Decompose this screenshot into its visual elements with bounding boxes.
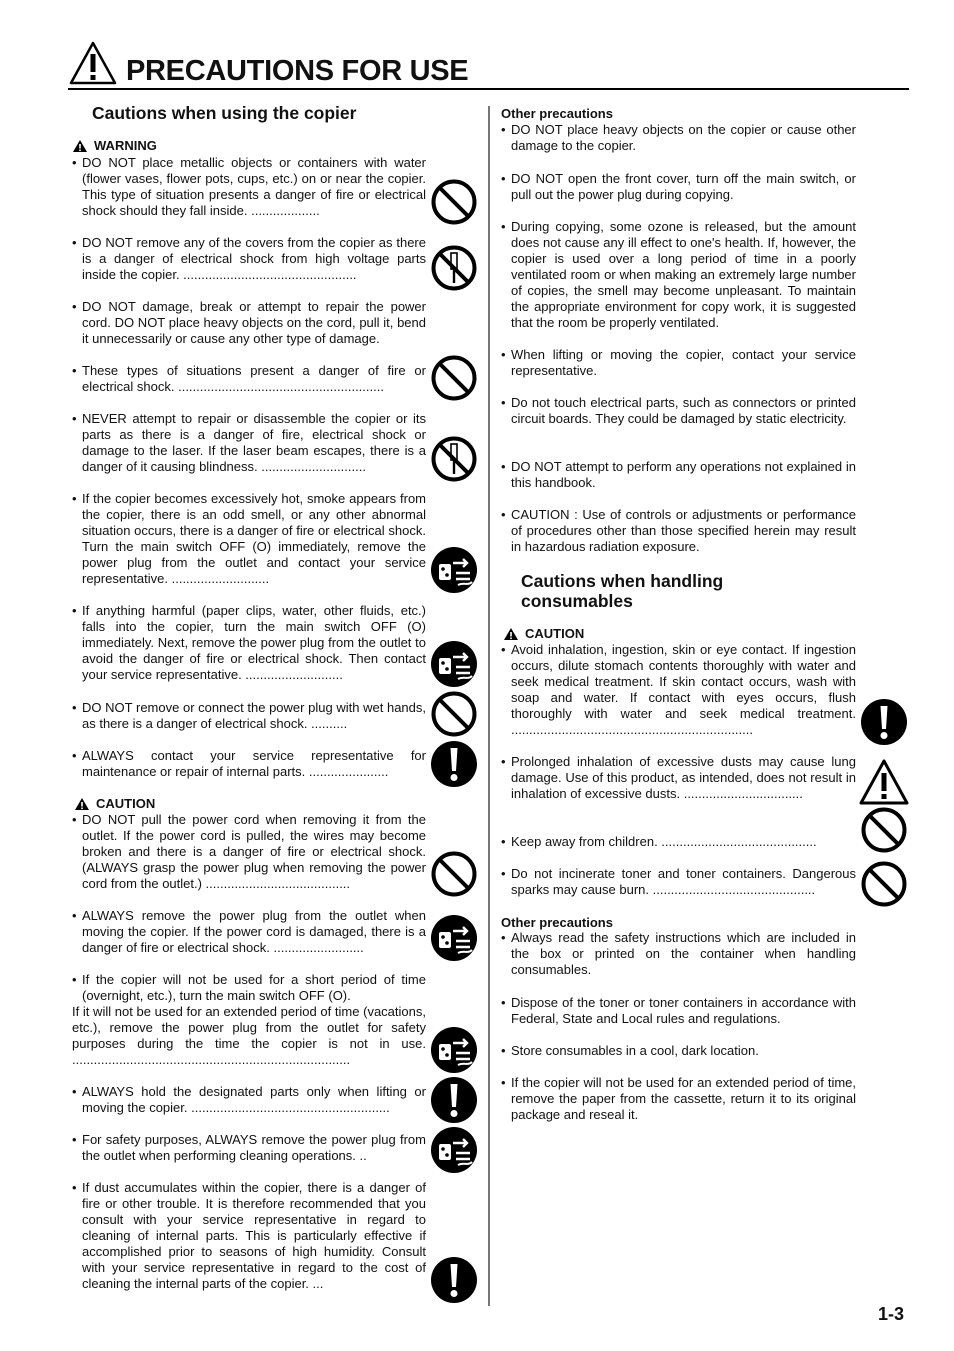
precaution-item: • When lifting or moving the copier, contact your service representative. <box>501 347 856 379</box>
caution-item: • Avoid inhalation, ingestion, skin or eye contact. If ingestion occurs, dilute stomach contents thoroughly with water and seek medical treatment. If skin contact occurs, wash with soap and water. If contact with eyes occurs, flush thoroughly with water and seek medical treatment. ................................................................... <box>501 642 856 738</box>
prohibition-icon <box>860 806 908 854</box>
unplug-icon <box>430 640 478 688</box>
warning-triangle-icon <box>503 627 519 641</box>
caution-label: CAUTION <box>74 796 155 812</box>
warning-item: • If anything harmful (paper clips, water, other fluids, etc.) falls into the copier, turn the main switch OFF (O) immediately. Next, remove the power plug from the outlet to avoid the danger of fire or electrical shock. Then contact your service representative. ........................... <box>72 603 426 683</box>
section-heading: Cautions when handling consumables <box>521 571 724 611</box>
warning-item: • ALWAYS contact your service representative for maintenance or repair of internal parts. ...................... <box>72 748 426 780</box>
warning-item: • DO NOT remove or connect the power plug with wet hands, as there is a danger of electrical shock. .......... <box>72 700 426 732</box>
no-disassembly-icon <box>430 435 478 483</box>
prohibition-icon <box>860 860 908 908</box>
precaution-item: • CAUTION : Use of controls or adjustments or performance of procedures other than those specified herein may result in hazardous radiation exposure. <box>501 507 856 555</box>
caution-item: • Keep away from children. ........................................... <box>501 834 856 850</box>
page-title: PRECAUTIONS FOR USE <box>126 55 469 87</box>
precaution-item: • During copying, some ozone is released, but the amount does not cause any ill effect to one's health. If, however, the copier is used over a long period of time in a poorly ventilated room or when making an extremely large number of copies, the smell may become unpleasant. To maintain the appropriate environment for copy work, it is suggested that the room be properly ventilated. <box>501 219 856 331</box>
caution-label: CAUTION <box>503 626 584 642</box>
page-number: 1-3 <box>878 1304 905 1324</box>
precaution-item: • DO NOT open the front cover, turn off the main switch, or pull out the power plug during copying. <box>501 171 856 203</box>
warning-item: • NEVER attempt to repair or disassemble the copier or its parts as there is a danger of fire, electrical shock or damage to the laser. If the laser beam escapes, there is a danger of it causing blindness. ............................. <box>72 411 426 475</box>
warning-item: • DO NOT damage, break or attempt to repair the power cord. DO NOT place heavy objects on the cord, pull it, bend it unnecessarily or cause any other type of damage. <box>72 299 426 347</box>
no-disassembly-icon <box>430 244 478 292</box>
warning-item: • DO NOT place metallic objects or containers with water (flower vases, flower pots, cups, etc.) on or near the copier. This type of situation presents a danger of fire or electrical shock should they fall inside. ................... <box>72 155 426 219</box>
precaution-item: • DO NOT attempt to perform any operations not explained in this handbook. <box>501 459 856 491</box>
unplug-icon <box>430 1126 478 1174</box>
section-heading: Cautions when using the copier <box>92 103 357 123</box>
unplug-icon <box>430 914 478 962</box>
unplug-icon <box>430 546 478 594</box>
other-precautions-label: Other precautions <box>501 106 613 121</box>
caution-item: • DO NOT pull the power cord when removing it from the outlet. If the power cord is pulled, the wires may become broken and there is a danger of fire or electrical shock. (ALWAYS grasp the power plug when removing the power cord from the outlet.) ........................................ <box>72 812 426 892</box>
caution-item: • If dust accumulates within the copier, there is a danger of fire or other trouble. It is therefore recommended that you consult with your service representative in regard to cleaning of internal parts. This is particularly effective if accomplished prior to seasons of high humidity. Consult with your service representative in regard to the cost of cleaning the internal parts of the copier. ... <box>72 1180 426 1292</box>
warning-triangle-icon <box>74 797 90 811</box>
precaution-item: • If the copier will not be used for an extended period of time, remove the paper from the cassette, return it to its original package and reseal it. <box>501 1075 856 1123</box>
warning-item: • If the copier becomes excessively hot, smoke appears from the copier, there is an odd smell, or any other abnormal situation occurs, there is a danger of fire or electrical shock. Turn the main switch OFF (O) immediately, remove the power plug from the outlet and contact your service representative. ........................... <box>72 491 426 587</box>
page-header <box>68 40 909 92</box>
other-precautions-label: Other precautions <box>501 915 613 930</box>
warning-item-continued: • These types of situations present a danger of fire or electrical shock. ......................................................... <box>72 363 426 395</box>
mandatory-action-icon <box>430 740 478 788</box>
warning-triangle-icon <box>68 40 118 86</box>
warning-triangle-icon <box>72 139 88 153</box>
caution-item: • ALWAYS remove the power plug from the outlet when moving the copier. If the power cord is damaged, there is a danger of fire or electrical shock. ......................... <box>72 908 426 956</box>
caution-item: • If the copier will not be used for a short period of time (overnight, etc.), turn the main switch OFF (O). <box>72 972 426 1004</box>
prohibition-icon <box>430 850 478 898</box>
mandatory-action-icon <box>860 698 908 746</box>
prohibition-icon <box>430 354 478 402</box>
precaution-item: • Do not touch electrical parts, such as connectors or printed circuit boards. They could be damaged by static electricity. <box>501 395 856 427</box>
precaution-item: • Dispose of the toner or toner containers in accordance with Federal, State and Local rules and regulations. <box>501 995 856 1027</box>
prohibition-icon <box>430 178 478 226</box>
precaution-item: • DO NOT place heavy objects on the copier or cause other damage to the copier. <box>501 122 856 154</box>
precaution-item: • Always read the safety instructions which are included in the box or printed on the container when handling consumables. <box>501 930 856 978</box>
warning-item: • DO NOT remove any of the covers from the copier as there is a danger of electrical shock from high voltage parts inside the copier. ................................................ <box>72 235 426 283</box>
precaution-item: • Store consumables in a cool, dark location. <box>501 1043 856 1059</box>
caution-item: • ALWAYS hold the designated parts only when lifting or moving the copier. ....................................................... <box>72 1084 426 1116</box>
header-rule <box>68 88 909 90</box>
caution-item: • Prolonged inhalation of excessive dusts may cause lung damage. Use of this product, as intended, does not result in inhalation of excessive dusts. ................................. <box>501 754 856 802</box>
caution-item: • For safety purposes, ALWAYS remove the power plug from the outlet when performing cleaning operations. .. <box>72 1132 426 1164</box>
unplug-icon <box>430 1026 478 1074</box>
caution-item-continued: If it will not be used for an extended period of time (vacations, etc.), remove the power plug from the outlet for safety purposes during the time the copier is not in use. ............................................................................. <box>72 1004 426 1067</box>
warning-label: WARNING <box>72 138 157 154</box>
mandatory-action-icon <box>430 1076 478 1124</box>
warning-triangle-icon <box>858 758 906 806</box>
caution-item: • Do not incinerate toner and toner containers. Dangerous sparks may cause burn. ............................................. <box>501 866 856 898</box>
mandatory-action-icon <box>430 1256 478 1304</box>
column-divider <box>488 106 490 1306</box>
prohibition-icon <box>430 690 478 738</box>
